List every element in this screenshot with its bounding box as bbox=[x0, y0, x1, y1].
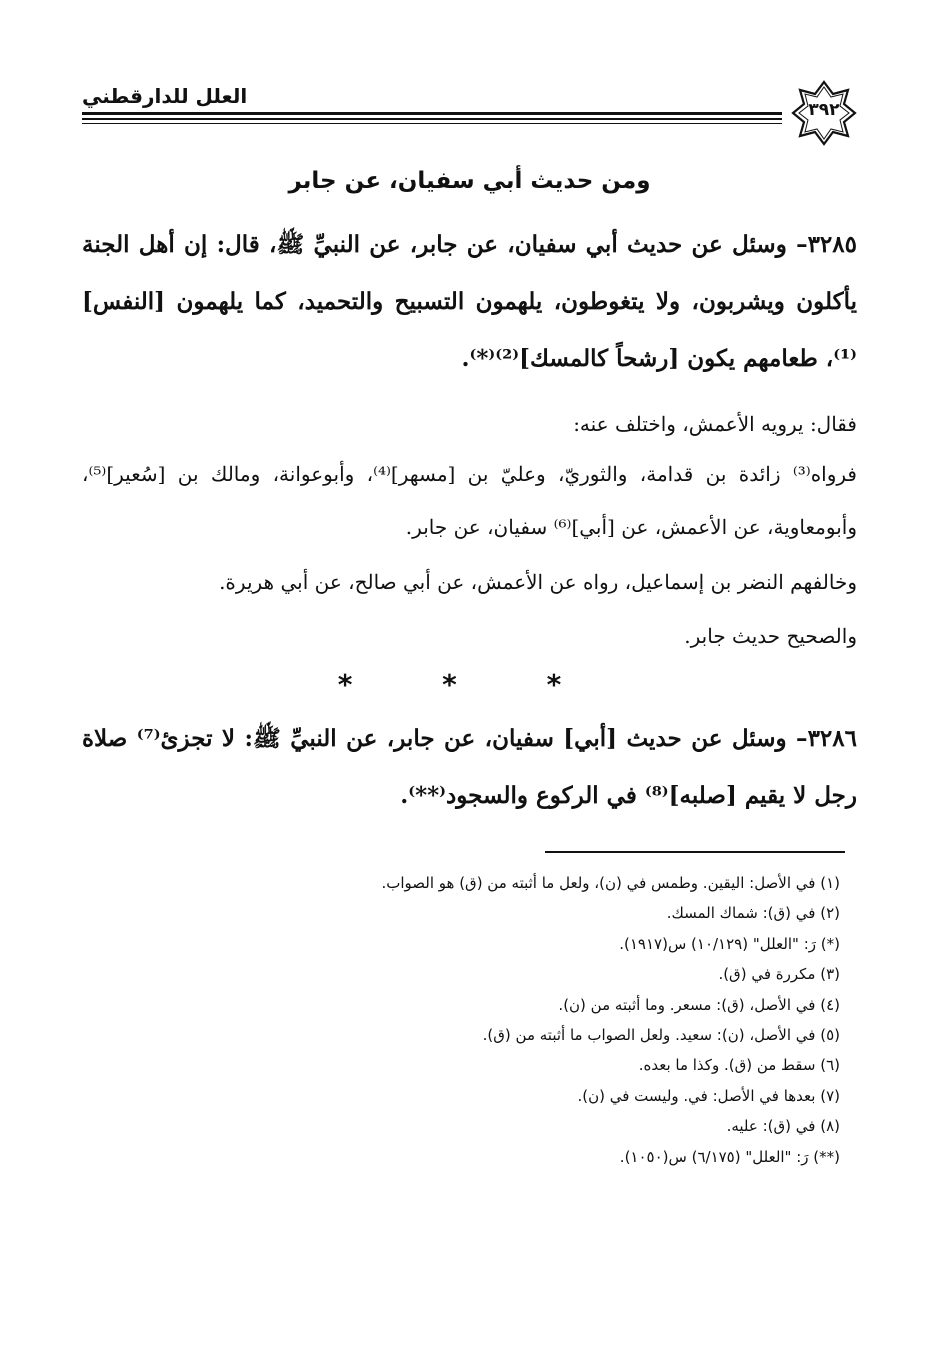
page-number-badge bbox=[791, 80, 857, 146]
paragraph: فرواه⁽³⁾ زائدة بن قدامة، والثوريّ، وعليّ بن [مسهر]⁽⁴⁾، وأبوعوانة، ومالك بن [سُعير]⁽⁵⁾، وأبومعاوية، عن الأعمش، عن [أبي]⁽⁶⁾ سفيان، عن جابر. bbox=[82, 462, 857, 539]
footnote: (٨) في (ق): عليه. bbox=[726, 1117, 840, 1136]
footnote: (٤) في الأصل، (ق): مسعر. وما أثبته من (ن). bbox=[558, 995, 840, 1014]
header-rule bbox=[82, 118, 782, 120]
footnote: (**) رَ: "العلل" (٦/١٧٥) س(١٠٥٠). bbox=[619, 1147, 840, 1166]
hadith-3285 bbox=[82, 216, 857, 387]
hadith-number: ٣٢٨٦ bbox=[807, 725, 857, 752]
header-rule bbox=[82, 112, 782, 115]
paragraph: وخالفهم النضر بن إسماعيل، رواه عن الأعمش، عن أبي صالح، عن أبي هريرة. bbox=[219, 570, 857, 594]
hadith-3286 bbox=[82, 710, 857, 824]
section-separator: * * * bbox=[337, 668, 602, 701]
footnote-separator bbox=[545, 851, 845, 853]
footnote: (١) في الأصل: اليقين. وطمس في (ن)، ولعل ما أثبته من (ق) هو الصواب. bbox=[381, 874, 840, 892]
footnote: (٥) في الأصل، (ن): سعيد. ولعل الصواب ما أثبته من (ق). bbox=[482, 1025, 840, 1044]
header-rule bbox=[82, 123, 782, 124]
footnote: (٦) سقط من (ق). وكذا ما بعده. bbox=[638, 1056, 840, 1075]
hadith-text: – وسئل عن حديث [أبي] سفيان، عن جابر، عن النبيِّ ﷺ: لا تجزئ⁽⁷⁾ صلاة رجل لا يقيم [صلبه]⁽⁸⁾ في الركوع والسجود⁽**⁾. bbox=[82, 725, 857, 809]
hadith-number: ٣٢٨٥ bbox=[807, 231, 857, 258]
page-header bbox=[82, 70, 857, 140]
section-title: ومن حديث أبي سفيان، عن جابر bbox=[288, 168, 651, 194]
paragraph: والصحيح حديث جابر. bbox=[684, 624, 857, 648]
paragraph: فقال: يرويه الأعمش، واختلف عنه: bbox=[573, 412, 857, 436]
footnote: (٧) بعدها في الأصل: في. وليست في (ن). bbox=[577, 1086, 840, 1105]
hadith-text: – وسئل عن حديث أبي سفيان، عن جابر، عن النبيِّ ﷺ، قال: إن أهل الجنة يأكلون ويشربون، ولا يتغوطون، يلهمون التسبيح والتحميد، كما يلهمون [النفس]⁽¹⁾، طعامهم يكون [رشحاً كالمسك]⁽²⁾⁽*⁾. bbox=[82, 231, 857, 372]
page-number: ٣٩٢ bbox=[808, 100, 840, 120]
footnote: (٣) مكررة في (ق). bbox=[718, 965, 840, 984]
footnote: (*) رَ: "العلل" (١٠/١٢٩) س(١٩١٧). bbox=[619, 934, 840, 953]
footnote: (٢) في (ق): شماك المسك. bbox=[666, 904, 840, 923]
running-title: العلل للدارقطني bbox=[82, 84, 248, 108]
footnotes bbox=[120, 868, 840, 1172]
